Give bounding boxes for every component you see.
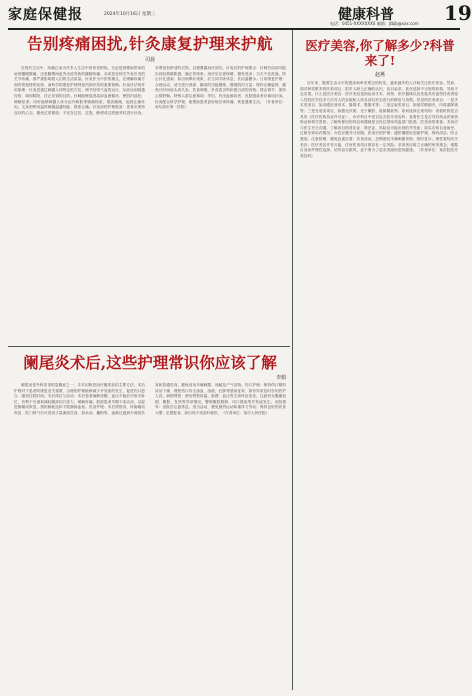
article1-body: 在现代生活中，疼痛已成为许多人生活中的常见困扰。无论是颈椎病带来的肩颈僵硬酸痛，还是腰椎间盘突出症导致的腰腿疼痛，亦或是各种关节炎引发的关节疼痛，都严重影响着人们的生活质量。针灸作为中医的瑰宝，在缓解疼痛方面有着独特的优势，而科学的康复护理则是巩固疗效的重要保障。针灸疗法的作用原理：针灸是通过刺激人体特定的穴位，调节经络气血的运行，从而达到疏通经络、调和阴阳、扶正祛邪的目的。针刺能够促进局部血液循环，使肌肉放松，缓解痉挛；同时能够刺激人体分泌内啡肽等镇痛物质，提高痛阈，起到止痛作用。艾灸则利用温热刺激温通经脉，散寒止痛。针灸前的护理准备：患者应保持良好的心态，避免过度紧张；不宜在过饥、过饱、醉酒或过度疲劳时进行针灸；穿着宽松舒适的衣物，以便暴露治疗部位。针灸后的护理要点：针刺后局部可能出现轻微酸胀感，属正常现象；治疗后注意保暖，避免受凉；当天不宜洗澡，防止针孔感染；如出现晕针现象，应立即平卧休息，饮用温糖水。日常康复护理：合理运动，适当进行颈部、腰部的功能锻炼，增强肌肉力量；保持正确姿势，避免长时间低头或久坐；饮食调理，多食富含钙和蛋白质的食物；情志调节，保持心情舒畅。特殊人群注意事项：孕妇、有出血倾向者、皮肤感染者应慎用针灸。针灸配合科学护理，能帮助患者更好地告别疼痛，恢复健康生活。（作者单位：哈尔滨市第一医院） [14,66,286,115]
column-divider-horizontal [8,346,290,347]
article1-title: 告别疼痛困扰,针灸康复护理来护航 [27,34,273,53]
page-number: 19 [444,1,472,25]
section-title: 健康科普 [338,7,394,23]
article3-byline: 赵燕 [374,72,385,78]
article2-byline: 李娟 [275,375,286,381]
column-divider-vertical [292,30,293,690]
article3-title: 医疗美容,你了解多少?科普来了! [305,38,455,68]
article3-body: 近年来，随着生活水平的提高和审美观念的转变，越来越多的人开始关注医疗美容。然而，面对种类繁多的医美项目，很多人缺乏正确的认识，盲目追求，甚至选择不正规的机构，导致不良后果。什么是医疗美容：医疗美容是指运用手术、药物、医疗器械以及其他具有创伤性或者侵入性的医学技术方法对人的容貌和人体各部位形态进行的修复与再塑。常见的医美项目：一是手术类项目，如双眼皮成形术、隆鼻术、吸脂术等；二是注射类项目，如玻尿酸填充、肉毒素除皱等；三是光电类项目，如激光祛斑、光子嫩肤、射频紧致等。如何选择正规机构：查看机构是否具有《医疗机构执业许可证》，诊疗科目中是否包含医疗美容科；查看医生是否具有执业医师资格证和相关资质；了解所使用的药品和器械是否经过国家药监部门批准。医美前的准备：术前应与医生充分沟通，了解项目的适应证、禁忌证、风险及可能出现的并发症；如实告知自身病史、过敏史和用药情况；女性应避开月经期。医美后的护理：遵医嘱做好创面护理，保持清洁，防止感染；注意防晒，避免色素沉着；饮食清淡，忌烟酒及辛辣刺激食物；按时复诊。理性看待医疗美容：医疗美容并非万能，任何医美项目都存在一定风险。求美者应树立正确的审美观念，根据自身条件理性选择，切勿盲目跟风，更不要为了追求美丽而忽视健康。（作者单位：某医院医疗美容科） [300,81,458,158]
contact-line: 电话：0451-XXXXXXXX 邮箱：jtbjb@xxx.com [330,21,419,26]
issue-date: 2024年10月16日 星期三 [104,12,156,17]
newspaper-name: 家庭保健报 [8,7,83,23]
article1-byline: 司晨 [144,57,155,63]
article2-body: 阑尾炎是外科常见的急腹症之一，手术切除是治疗阑尾炎的主要方法。术后护理对于患者的康复至关重要，合理的护理能够减少并发症的发生，促进伤口愈合，缩短住院时间。术后体位与活动：术后患者麻醉清醒、血压平稳后可取半卧位，有利于引流和减轻腹部切口张力，缓解疼痛。鼓励患者早期下床活动，以促进肠蠕动恢复，预防肠粘连和下肢静脉血栓。饮食护理：术后需禁食，待肠蠕动恢复、肛门排气后可进食少量流质饮食，如米汤、藕粉等，逐渐过渡到半流质饮食和普通饮食。避免食用辛辣刺激、油腻及产气食物。伤口护理：保持伤口敷料清洁干燥，观察伤口有无渗血、渗液、红肿等感染征象，如有异常及时告知医护人员。病情观察：密切观察体温、脉搏、血压等生命体征变化，注意有无腹痛加剧、腹胀、发热等异常情况，警惕腹腔脓肿、切口感染等并发症发生。出院指导：出院后注意休息，适当活动，避免剧烈运动和重体力劳动；保持良好的饮食习惯；定期复查，如出现不适及时就医。（作者单位：某市人民医院） [14,383,286,415]
masthead [8,1,472,30]
article2-title: 阑尾炎术后,这些护理常识你应该了解 [23,353,277,372]
